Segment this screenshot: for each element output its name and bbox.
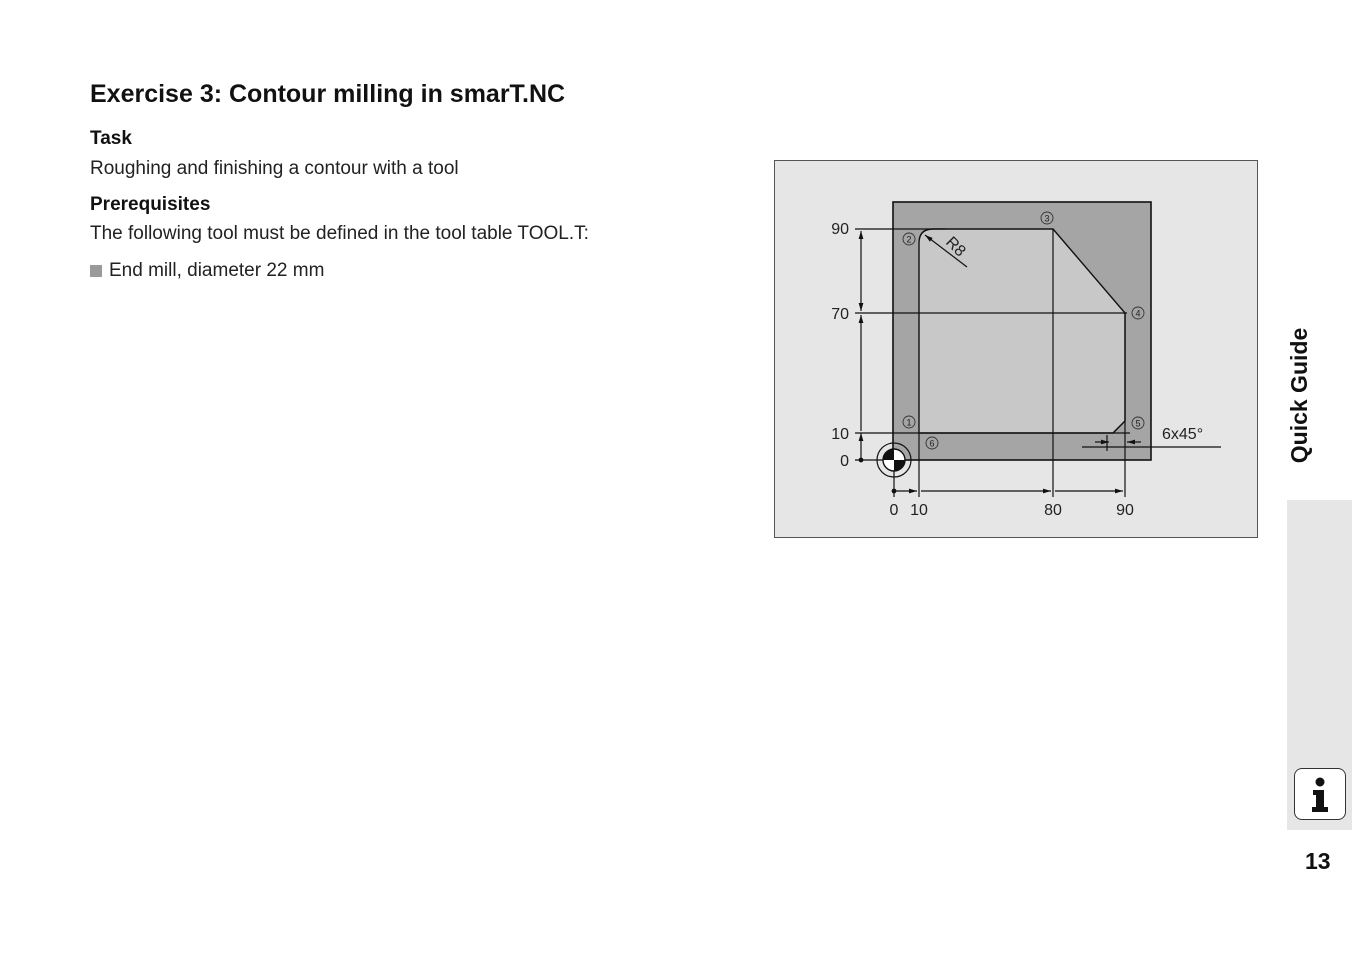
page-number: 13	[1305, 848, 1331, 874]
y-label-90: 90	[831, 221, 849, 238]
info-glyph	[1305, 774, 1335, 814]
info-icon	[1294, 768, 1346, 820]
x-label-90: 90	[1116, 502, 1134, 519]
x-label-0: 0	[889, 502, 899, 519]
point-label-6: 6	[929, 438, 935, 449]
point-label-3: 3	[1044, 213, 1050, 224]
y-label-70: 70	[831, 306, 849, 323]
list-item-text: End mill, diameter 22 mm	[109, 260, 325, 281]
point-label-4: 4	[1135, 308, 1141, 319]
y-label-10: 10	[831, 426, 849, 443]
x-label-10: 10	[910, 502, 928, 519]
task-text: Roughing and finishing a contour with a tool	[90, 158, 459, 179]
contour-drawing-svg	[775, 161, 1257, 537]
prerequisites-heading: Prerequisites	[90, 194, 211, 215]
task-heading: Task	[90, 128, 132, 149]
side-tab-text: Quick Guide	[1286, 327, 1313, 463]
contour-drawing	[774, 160, 1258, 538]
radius-label: R8	[942, 233, 969, 261]
y-label-0: 0	[840, 453, 849, 470]
prerequisites-text: The following tool must be defined in the tool table TOOL.T:	[90, 223, 589, 244]
point-label-1: 1	[906, 417, 912, 428]
page-title: Exercise 3: Contour milling in smarT.NC	[90, 80, 566, 108]
x-label-80: 80	[1044, 502, 1062, 519]
chamfer-label: 6x45°	[1162, 426, 1204, 443]
point-label-5: 5	[1135, 418, 1141, 429]
bullet-square-icon	[90, 265, 102, 277]
list-item	[90, 260, 324, 282]
side-tab-label	[1280, 320, 1320, 470]
point-label-2: 2	[906, 234, 912, 245]
